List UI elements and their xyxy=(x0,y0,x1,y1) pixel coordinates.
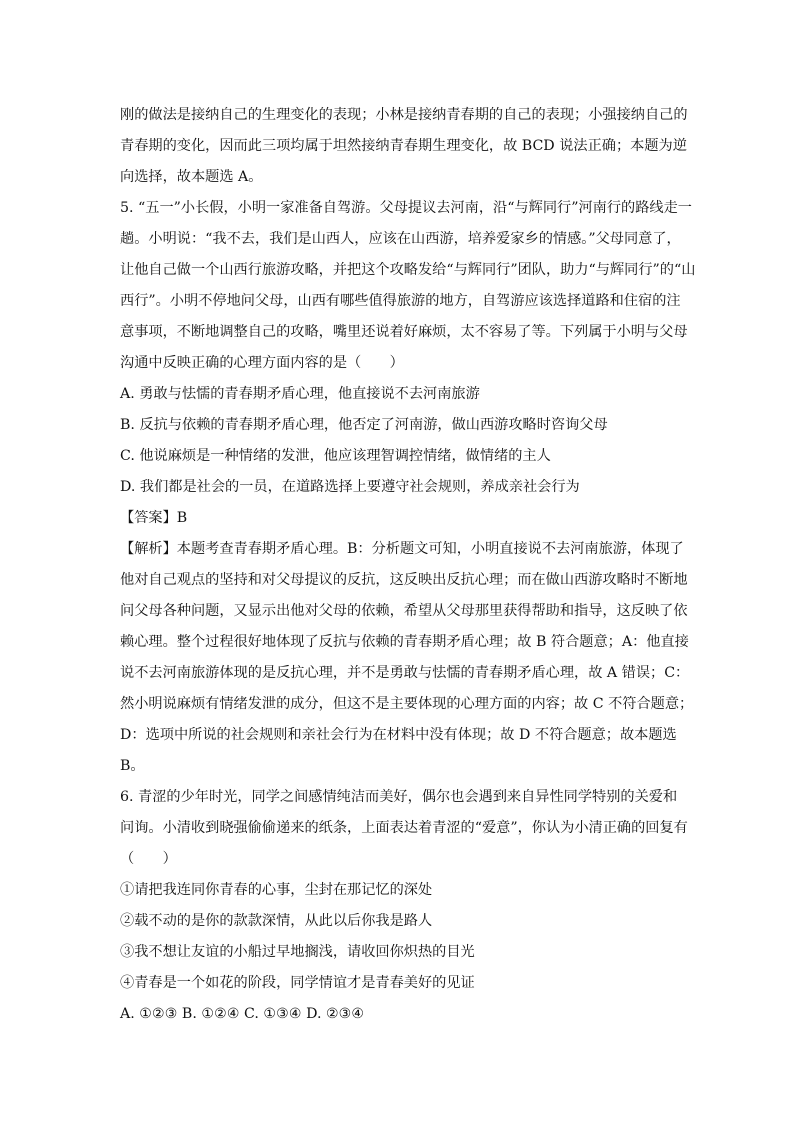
question-5-analysis: 问父母各种问题，又显示出他对父母的依赖，希望从父母那里获得帮助和指导，这反映了依 xyxy=(120,603,688,619)
question-6-stem: 问询。小清收到晓强偷偷递来的纸条，上面表达着青涩的“爱意”，你认为小清正确的回复有 xyxy=(120,820,688,836)
question-5-option-c: C. 他说麻烦是一种情绪的发泄，他应该理智调控情绪，做情绪的主人 xyxy=(120,448,551,464)
intro-line: 青春期的变化，因而此三项均属于坦然接纳青春期生理变化，故 BCD 说法正确；本题为逆 xyxy=(120,138,687,154)
question-5-option-d: D. 我们都是社会的一员，在道路选择上要遵守社会规则，养成亲社会行为 xyxy=(120,479,580,495)
intro-line: 刚的做法是接纳自己的生理变化的表现；小林是接纳青春期的自己的表现；小强接纳自己的 xyxy=(120,107,688,123)
document-page xyxy=(120,100,696,1030)
question-5-stem: 西行”。小明不停地问父母，山西有哪些值得旅游的地方，自驾游应该选择道路和住宿的注 xyxy=(120,293,681,309)
question-5-option-b: B. 反抗与依赖的青春期矛盾心理，他否定了河南游，做山西游攻略时咨询父母 xyxy=(120,417,608,433)
question-5-analysis: 赖心理。整个过程很好地体现了反抗与依赖的青春期矛盾心理；故 B 符合题意；A：他直接 xyxy=(120,634,689,650)
question-5-analysis: 然小明说麻烦有情绪发泄的成分，但这不是主要体现的心理方面的内容；故 C 不符合题意； xyxy=(120,696,694,712)
question-5-analysis: B。 xyxy=(120,758,145,774)
question-6-stem: （ ） xyxy=(120,851,177,867)
question-5-stem: 让他自己做一个山西行旅游攻略，并把这个攻略发给“与辉同行”团队，助力“与辉同行”的“山 xyxy=(120,262,696,278)
question-5-analysis: 【解析】本题考查青春期矛盾心理。B：分析题文可知，小明直接说不去河南旅游，体现了 xyxy=(120,541,684,557)
question-5-stem: 趟。小明说：“我不去，我们是山西人，应该在山西游，培养爱家乡的情感。”父母同意了， xyxy=(120,231,681,247)
question-5-analysis: D：选项中所说的社会规则和亲社会行为在材料中没有体现；故 D 不符合题意；故本题选 xyxy=(120,727,677,743)
question-5-option-a: A. 勇敢与怯懦的青春期矛盾心理，他直接说不去河南旅游 xyxy=(120,386,480,402)
question-5-stem: 沟通中反映正确的心理方面内容的是（ ） xyxy=(120,355,404,371)
question-6-statement: ③我不想让友谊的小船过早地搁浅，请收回你炽热的目光 xyxy=(120,944,475,960)
question-5-analysis: 说不去河南旅游体现的是反抗心理，并不是勇敢与怯懦的青春期矛盾心理，故 A 错误；C： xyxy=(120,665,690,681)
question-6-statement: ①请把我连同你青春的心事，尘封在那记忆的深处 xyxy=(120,882,433,898)
question-6-statement: ②载不动的是你的款款深情，从此以后你我是路人 xyxy=(120,913,433,929)
intro-line: 向选择，故本题选 A。 xyxy=(120,169,263,185)
question-6-options: A. ①②③ B. ①②④ C. ①③④ D. ②③④ xyxy=(120,1006,365,1022)
question-6-statement: ④青春是一个如花的阶段，同学情谊才是青春美好的见证 xyxy=(120,975,475,991)
question-5-stem: 5. “五一”小长假，小明一家准备自驾游。父母提议去河南，沿“与辉同行”河南行的路线走一 xyxy=(120,200,692,216)
question-5-stem: 意事项，不断地调整自己的攻略，嘴里还说着好麻烦，太不容易了等。下列属于小明与父母 xyxy=(120,324,688,340)
question-5-analysis: 他对自己观点的坚持和对父母提议的反抗，这反映出反抗心理；而在做山西游攻略时不断地 xyxy=(120,572,688,588)
question-5-answer: 【答案】B xyxy=(120,510,188,526)
question-6-stem: 6. 青涩的少年时光，同学之间感情纯洁而美好，偶尔也会遇到来自异性同学特别的关爱和 xyxy=(120,789,678,805)
